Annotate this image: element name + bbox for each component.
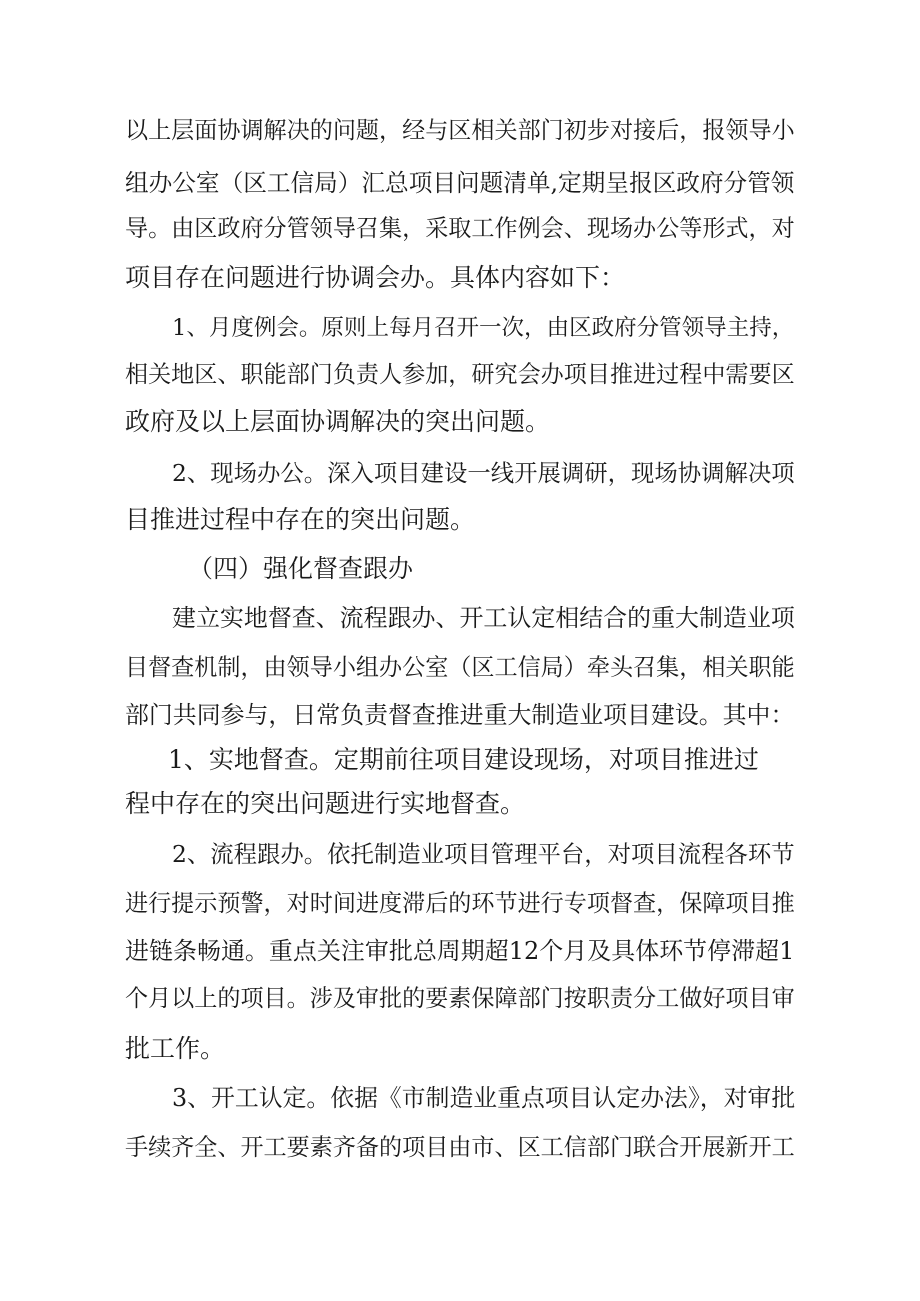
- text-line: 2、现场办公。深入项目建设一线开展调研，现场协调解决项: [172, 459, 795, 487]
- text-line: 程中存在的突出问题进行实地督查。: [125, 789, 526, 818]
- text-line: 1、实地督查。定期前往项目建设现场，对项目推进过: [168, 745, 759, 774]
- text-line: 导。由区政府分管领导召集，采取工作例会、现场办公等形式，对: [125, 216, 795, 242]
- text-line: 以上层面协调解决的问题，经与区相关部门初步对接后，报领导小: [125, 118, 795, 144]
- text-line: 目推进过程中存在的突出问题。: [125, 505, 476, 534]
- text-line: 批工作。: [125, 1034, 226, 1063]
- text-line: 个月以上的项目。涉及审批的要素保障部门按职责分工做好项目审: [125, 986, 795, 1012]
- text-line: 进行提示预警，对时间进度滞后的环节进行专项督查，保障项目推: [125, 891, 795, 917]
- text-line: 相关地区、职能部门负责人参加，研究会办项目推进过程中需要区: [125, 362, 795, 388]
- text-line: 1、月度例会。原则上每月召开一次，由区政府分管领导主持，: [172, 315, 795, 341]
- text-line: 部门共同参与，日常负责督查推进重大制造业项目建设。其中：: [125, 701, 795, 729]
- text-line: 项目存在问题进行协调会办。具体内容如下：: [125, 263, 626, 292]
- section-heading: （四）强化督查跟办: [188, 554, 414, 583]
- text-line: 2、流程跟办。依托制造业项目管理平台，对项目流程各环节: [172, 840, 795, 868]
- text-line: 目督查机制，由领导小组办公室（区工信局）牵头召集，相关职能: [125, 655, 795, 681]
- text-line: 政府及以上层面协调解决的突出问题。: [125, 407, 551, 436]
- text-line: 组办公室（区工信局）汇总项目问题清单,定期呈报区政府分管领: [125, 169, 795, 197]
- text-line: 建立实地督查、流程跟办、开工认定相结合的重大制造业项: [172, 604, 795, 632]
- text-line: 进链条畅通。重点关注审批总周期超12个月及具体环节停滞超1: [125, 937, 795, 965]
- text-line: 手续齐全、开工要素齐备的项目由市、区工信部门联合开展新开工: [125, 1135, 795, 1161]
- text-line: 3、开工认定。依据《市制造业重点项目认定办法》，对审批: [172, 1084, 796, 1112]
